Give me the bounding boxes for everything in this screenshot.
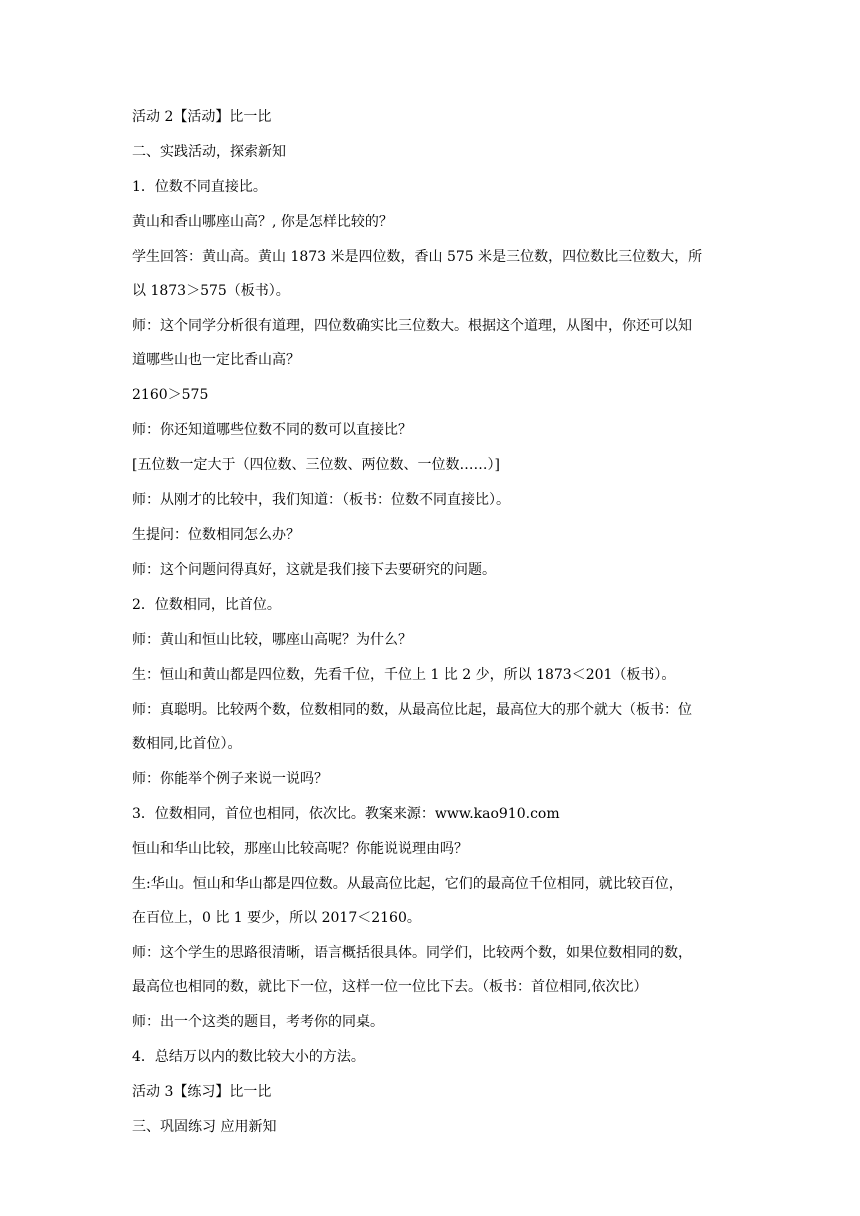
student-reply-line: 生：恒山和黄山都是四位数，先看千位，千位上 1 比 2 少，所以 1873＜201（板书）。 <box>132 667 676 683</box>
teacher-reply-line: 师：这个问题问得真好，这就是我们接下去要研究的问题。 <box>132 562 496 578</box>
teacher-conclusion-paragraph <box>132 944 732 997</box>
teacher-prompt-line: 师：你能举个例子来说一说吗？ <box>132 771 328 787</box>
teacher-praise-paragraph <box>132 701 732 754</box>
question-line: 恒山和华山比较，那座山比较高呢？你能说说理由吗？ <box>132 841 468 857</box>
text-line: 最高位也相同的数，就比下一位，这样一位一位比下去。（板书：首位相同,依次比） <box>132 979 648 995</box>
text-line: 学生回答：黄山高。黄山 1873 米是四位数，香山 575 米是三位数，四位数比三位数大，所 <box>132 249 703 265</box>
teacher-paragraph <box>132 317 732 370</box>
teacher-task-line: 师：出一个这类的题目，考考你的同桌。 <box>132 1014 384 1030</box>
question-line: 黄山和香山哪座山高？, 你是怎样比较的？ <box>132 214 393 230</box>
text-line: 数相同,比首位）。 <box>132 736 242 752</box>
text-line: 在百位上，0 比 1 要少，所以 2017＜2160。 <box>132 910 421 926</box>
point-2-heading: 2．位数相同，比首位。 <box>132 597 281 613</box>
point-3-heading: 3．位数相同，首位也相同，依次比。教案来源：www.kao910.com <box>132 806 560 822</box>
document-body <box>132 108 732 1137</box>
text-line: 师：真聪明。比较两个数，位数相同的数，从最高位比起，最高位大的那个就大（板书：位 <box>132 702 692 718</box>
activity-2-heading: 活动 2【活动】比一比 <box>132 109 272 125</box>
text-line: 师：这个同学分析很有道理，四位数确实比三位数大。根据这个道理，从图中，你还可以知 <box>132 318 692 334</box>
text-line: 以 1873＞575（板书）。 <box>132 283 290 299</box>
activity-3-heading: 活动 3【练习】比一比 <box>132 1084 272 1100</box>
student-explanation-paragraph <box>132 875 732 928</box>
teacher-summary-line: 师：从刚才的比较中，我们知道：（板书：位数不同直接比）。 <box>132 492 510 508</box>
bracket-note-line: [五位数一定大于（四位数、三位数、两位数、一位数……）] <box>132 457 500 473</box>
teacher-question-line: 师：你还知道哪些位数不同的数可以直接比？ <box>132 422 412 438</box>
section-3-heading: 三、巩固练习 应用新知 <box>132 1119 277 1135</box>
point-1-heading: 1．位数不同直接比。 <box>132 179 267 195</box>
section-2-heading: 二、实践活动，探索新知 <box>132 144 286 160</box>
text-line: 生:华山。恒山和华山都是四位数。从最高位比起，它们的最高位千位相同，就比较百位， <box>132 876 683 892</box>
teacher-question-line: 师：黄山和恒山比较，哪座山高呢？为什么？ <box>132 632 412 648</box>
student-answer-paragraph <box>132 248 732 301</box>
student-question-line: 生提问：位数相同怎么办？ <box>132 527 300 543</box>
text-line: 道哪些山也一定比香山高？ <box>132 352 300 368</box>
point-4-heading: 4．总结万以内的数比较大小的方法。 <box>132 1049 365 1065</box>
comparison-line: 2160＞575 <box>132 387 209 403</box>
text-line: 师：这个学生的思路很清晰，语言概括很具体。同学们，比较两个数，如果位数相同的数， <box>132 945 692 961</box>
